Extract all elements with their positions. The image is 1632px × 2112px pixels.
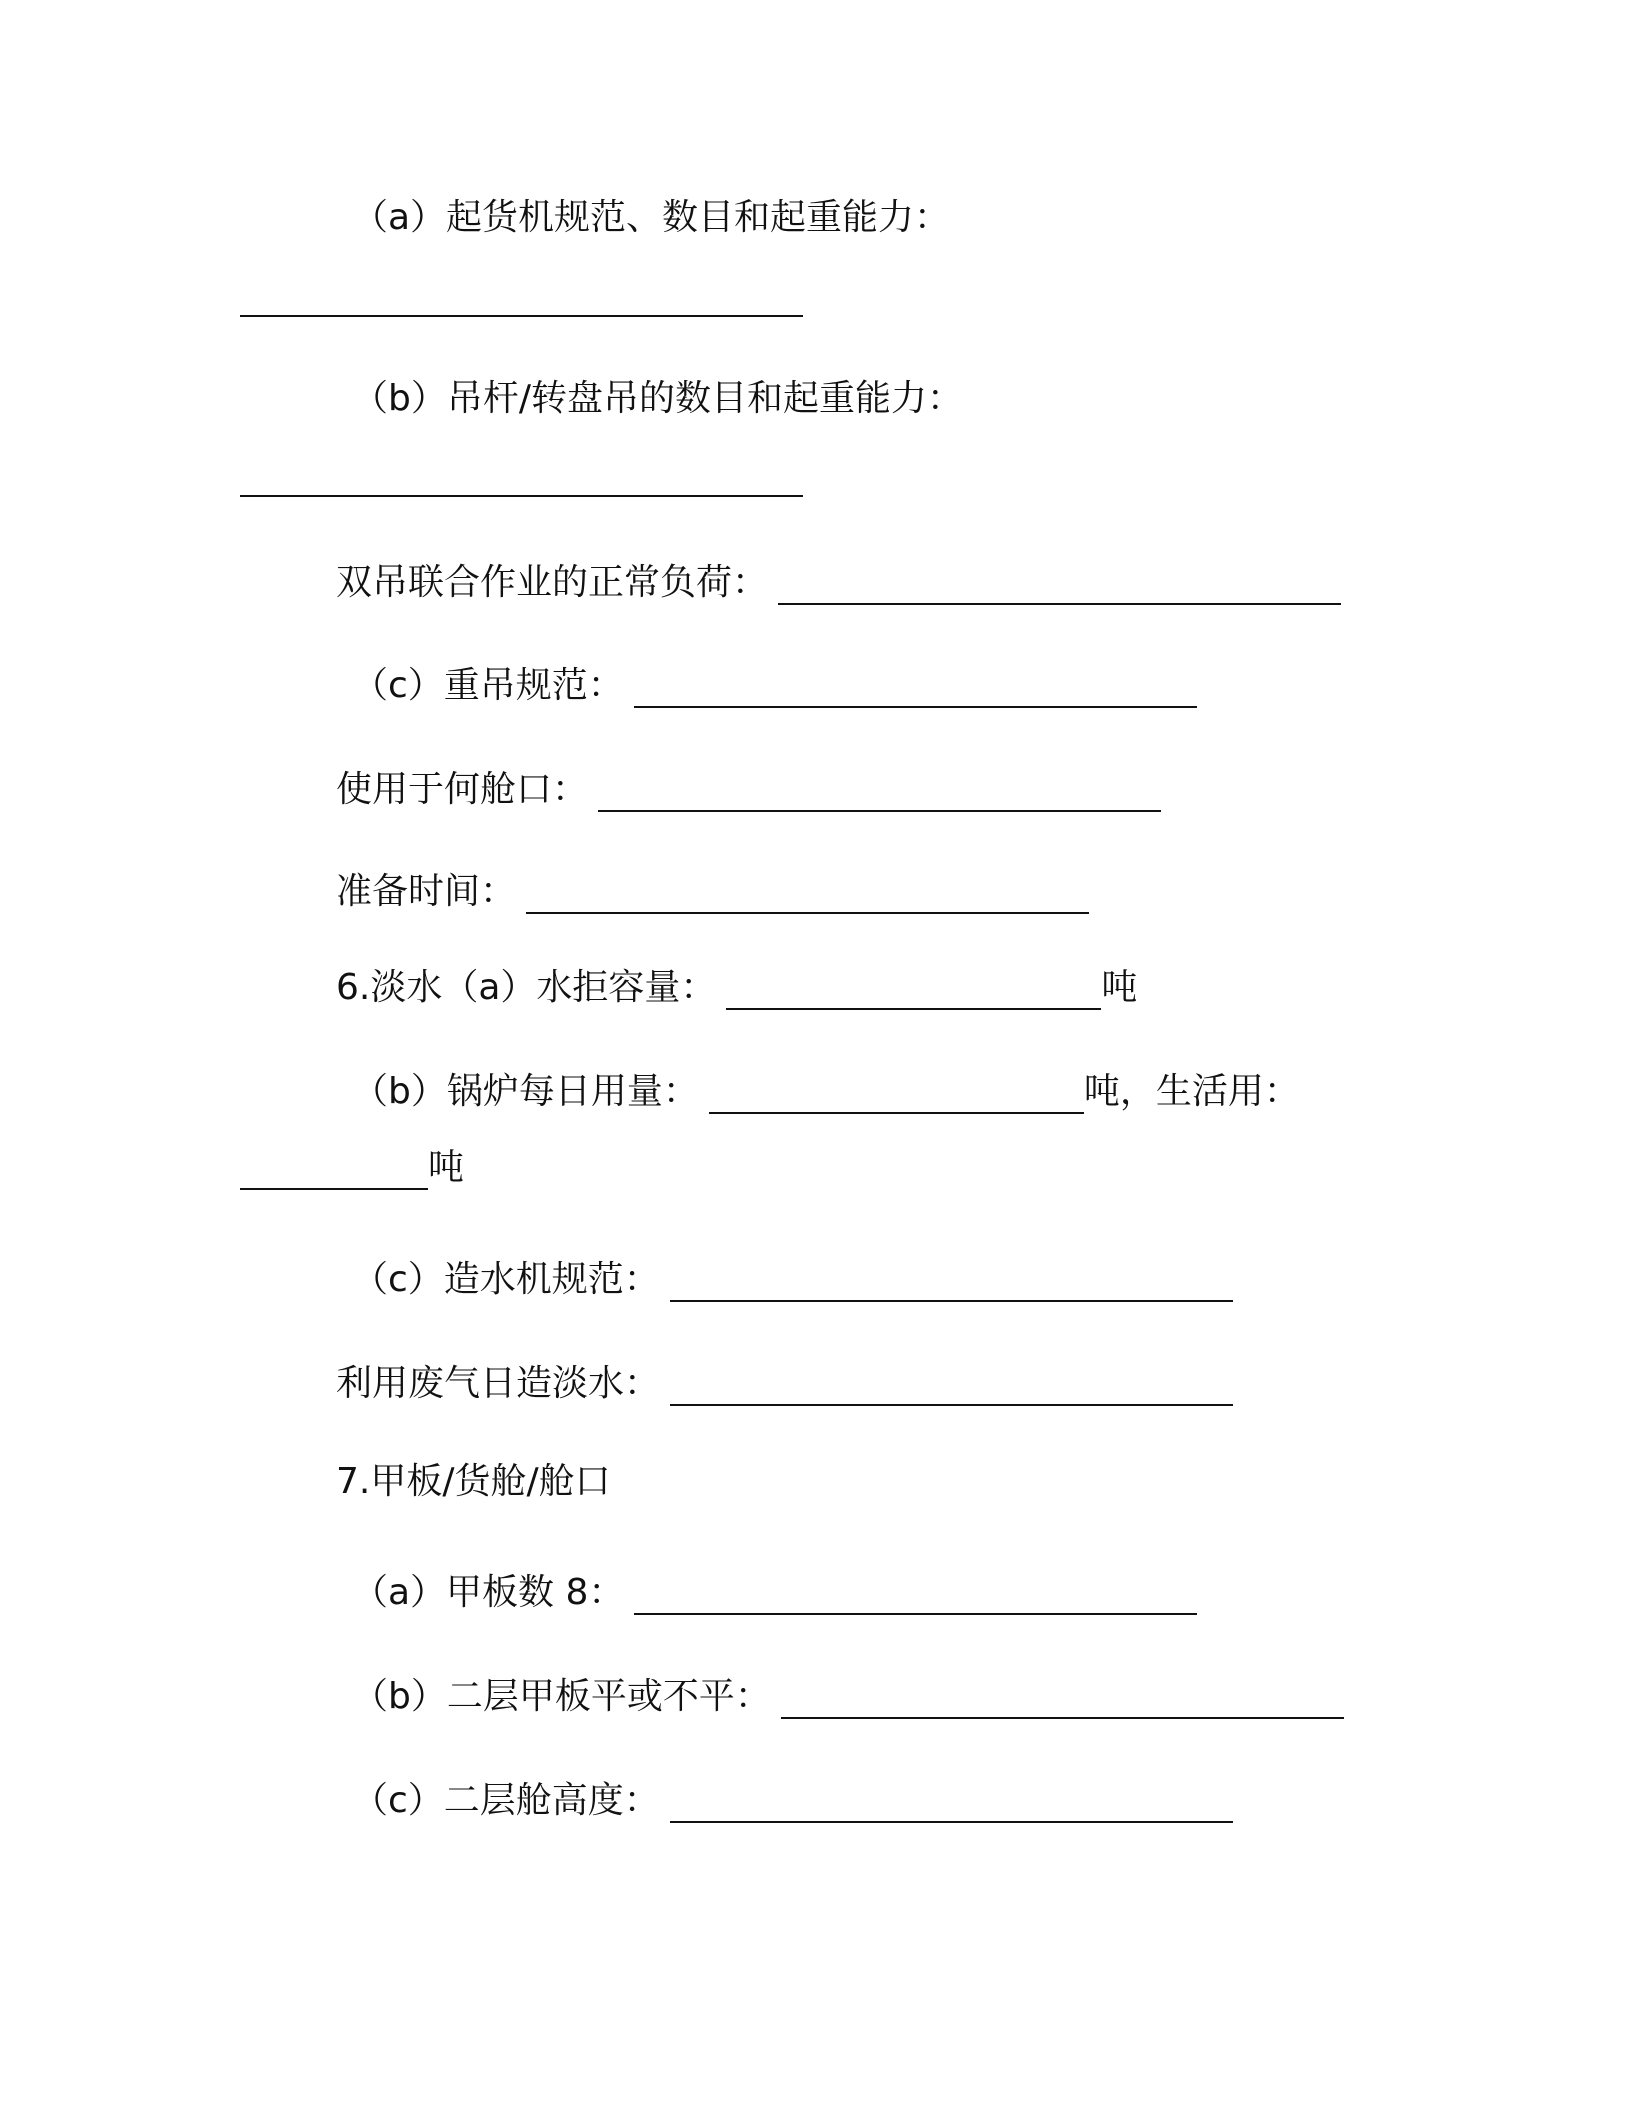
line-union-purchase-load: [336, 561, 1341, 605]
line-evaporator-spec: [352, 1258, 1233, 1302]
line-label: （c）造水机规范：: [352, 1259, 660, 1300]
winch-spec-blank[interactable]: [240, 315, 803, 317]
prep-time-blank[interactable]: [526, 874, 1089, 914]
line-tween-deck-height: [352, 1779, 1233, 1823]
line-hatch-used: [336, 768, 1161, 812]
section-heading: 7.甲板/货舱/舱口: [336, 1461, 611, 1502]
line-heavy-lift-spec: [352, 664, 1197, 708]
line-deck-count: [352, 1571, 1197, 1615]
domestic-use-blank[interactable]: [240, 1150, 428, 1190]
line-label: （b）吊杆/转盘吊的数目和起重能力：: [352, 378, 963, 419]
line-label: 准备时间：: [336, 871, 517, 912]
waste-heat-water-blank[interactable]: [670, 1366, 1233, 1406]
line-domestic-use: [240, 1146, 464, 1190]
line-tween-deck-flush: [352, 1675, 1344, 1719]
line-section-deck-hold-hatch: [336, 1460, 611, 1504]
union-purchase-load-blank[interactable]: [778, 565, 1341, 605]
line-winch-spec: [352, 196, 950, 240]
line-label: （b）锅炉每日用量：: [352, 1071, 699, 1112]
line-label: （c）重吊规范：: [352, 665, 624, 706]
line-label: 双吊联合作业的正常负荷：: [336, 562, 769, 603]
line-label: （b）二层甲板平或不平：: [352, 1676, 771, 1717]
derrick-crane-blank[interactable]: [240, 495, 803, 497]
line-fresh-water-capacity: [336, 966, 1137, 1010]
line-boiler-daily-use: [352, 1070, 1300, 1114]
unit-label: 吨，生活用：: [1083, 1071, 1300, 1112]
line-prep-time: [336, 870, 1089, 914]
hatch-used-blank[interactable]: [598, 772, 1161, 812]
line-label: 利用废气日造淡水：: [336, 1363, 661, 1404]
boiler-daily-use-blank[interactable]: [709, 1074, 1084, 1114]
unit-label: 吨: [1101, 967, 1138, 1008]
line-waste-heat-water: [336, 1362, 1233, 1406]
line-label: （a）甲板数 8：: [352, 1572, 625, 1613]
tank-capacity-blank[interactable]: [726, 970, 1101, 1010]
tween-deck-flush-blank[interactable]: [781, 1679, 1344, 1719]
unit-label: 吨: [428, 1147, 465, 1188]
evaporator-spec-blank[interactable]: [670, 1262, 1233, 1302]
line-label: 6.淡水（a）水拒容量：: [336, 967, 717, 1008]
heavy-lift-spec-blank[interactable]: [634, 668, 1197, 708]
line-label: （a）起货机规范、数目和起重能力：: [352, 197, 951, 238]
tween-deck-height-blank[interactable]: [670, 1783, 1233, 1823]
deck-count-blank[interactable]: [634, 1575, 1197, 1615]
line-label: 使用于何舱口：: [336, 769, 589, 810]
line-label: （c）二层舱高度：: [352, 1780, 660, 1821]
line-derrick-crane: [352, 377, 963, 421]
